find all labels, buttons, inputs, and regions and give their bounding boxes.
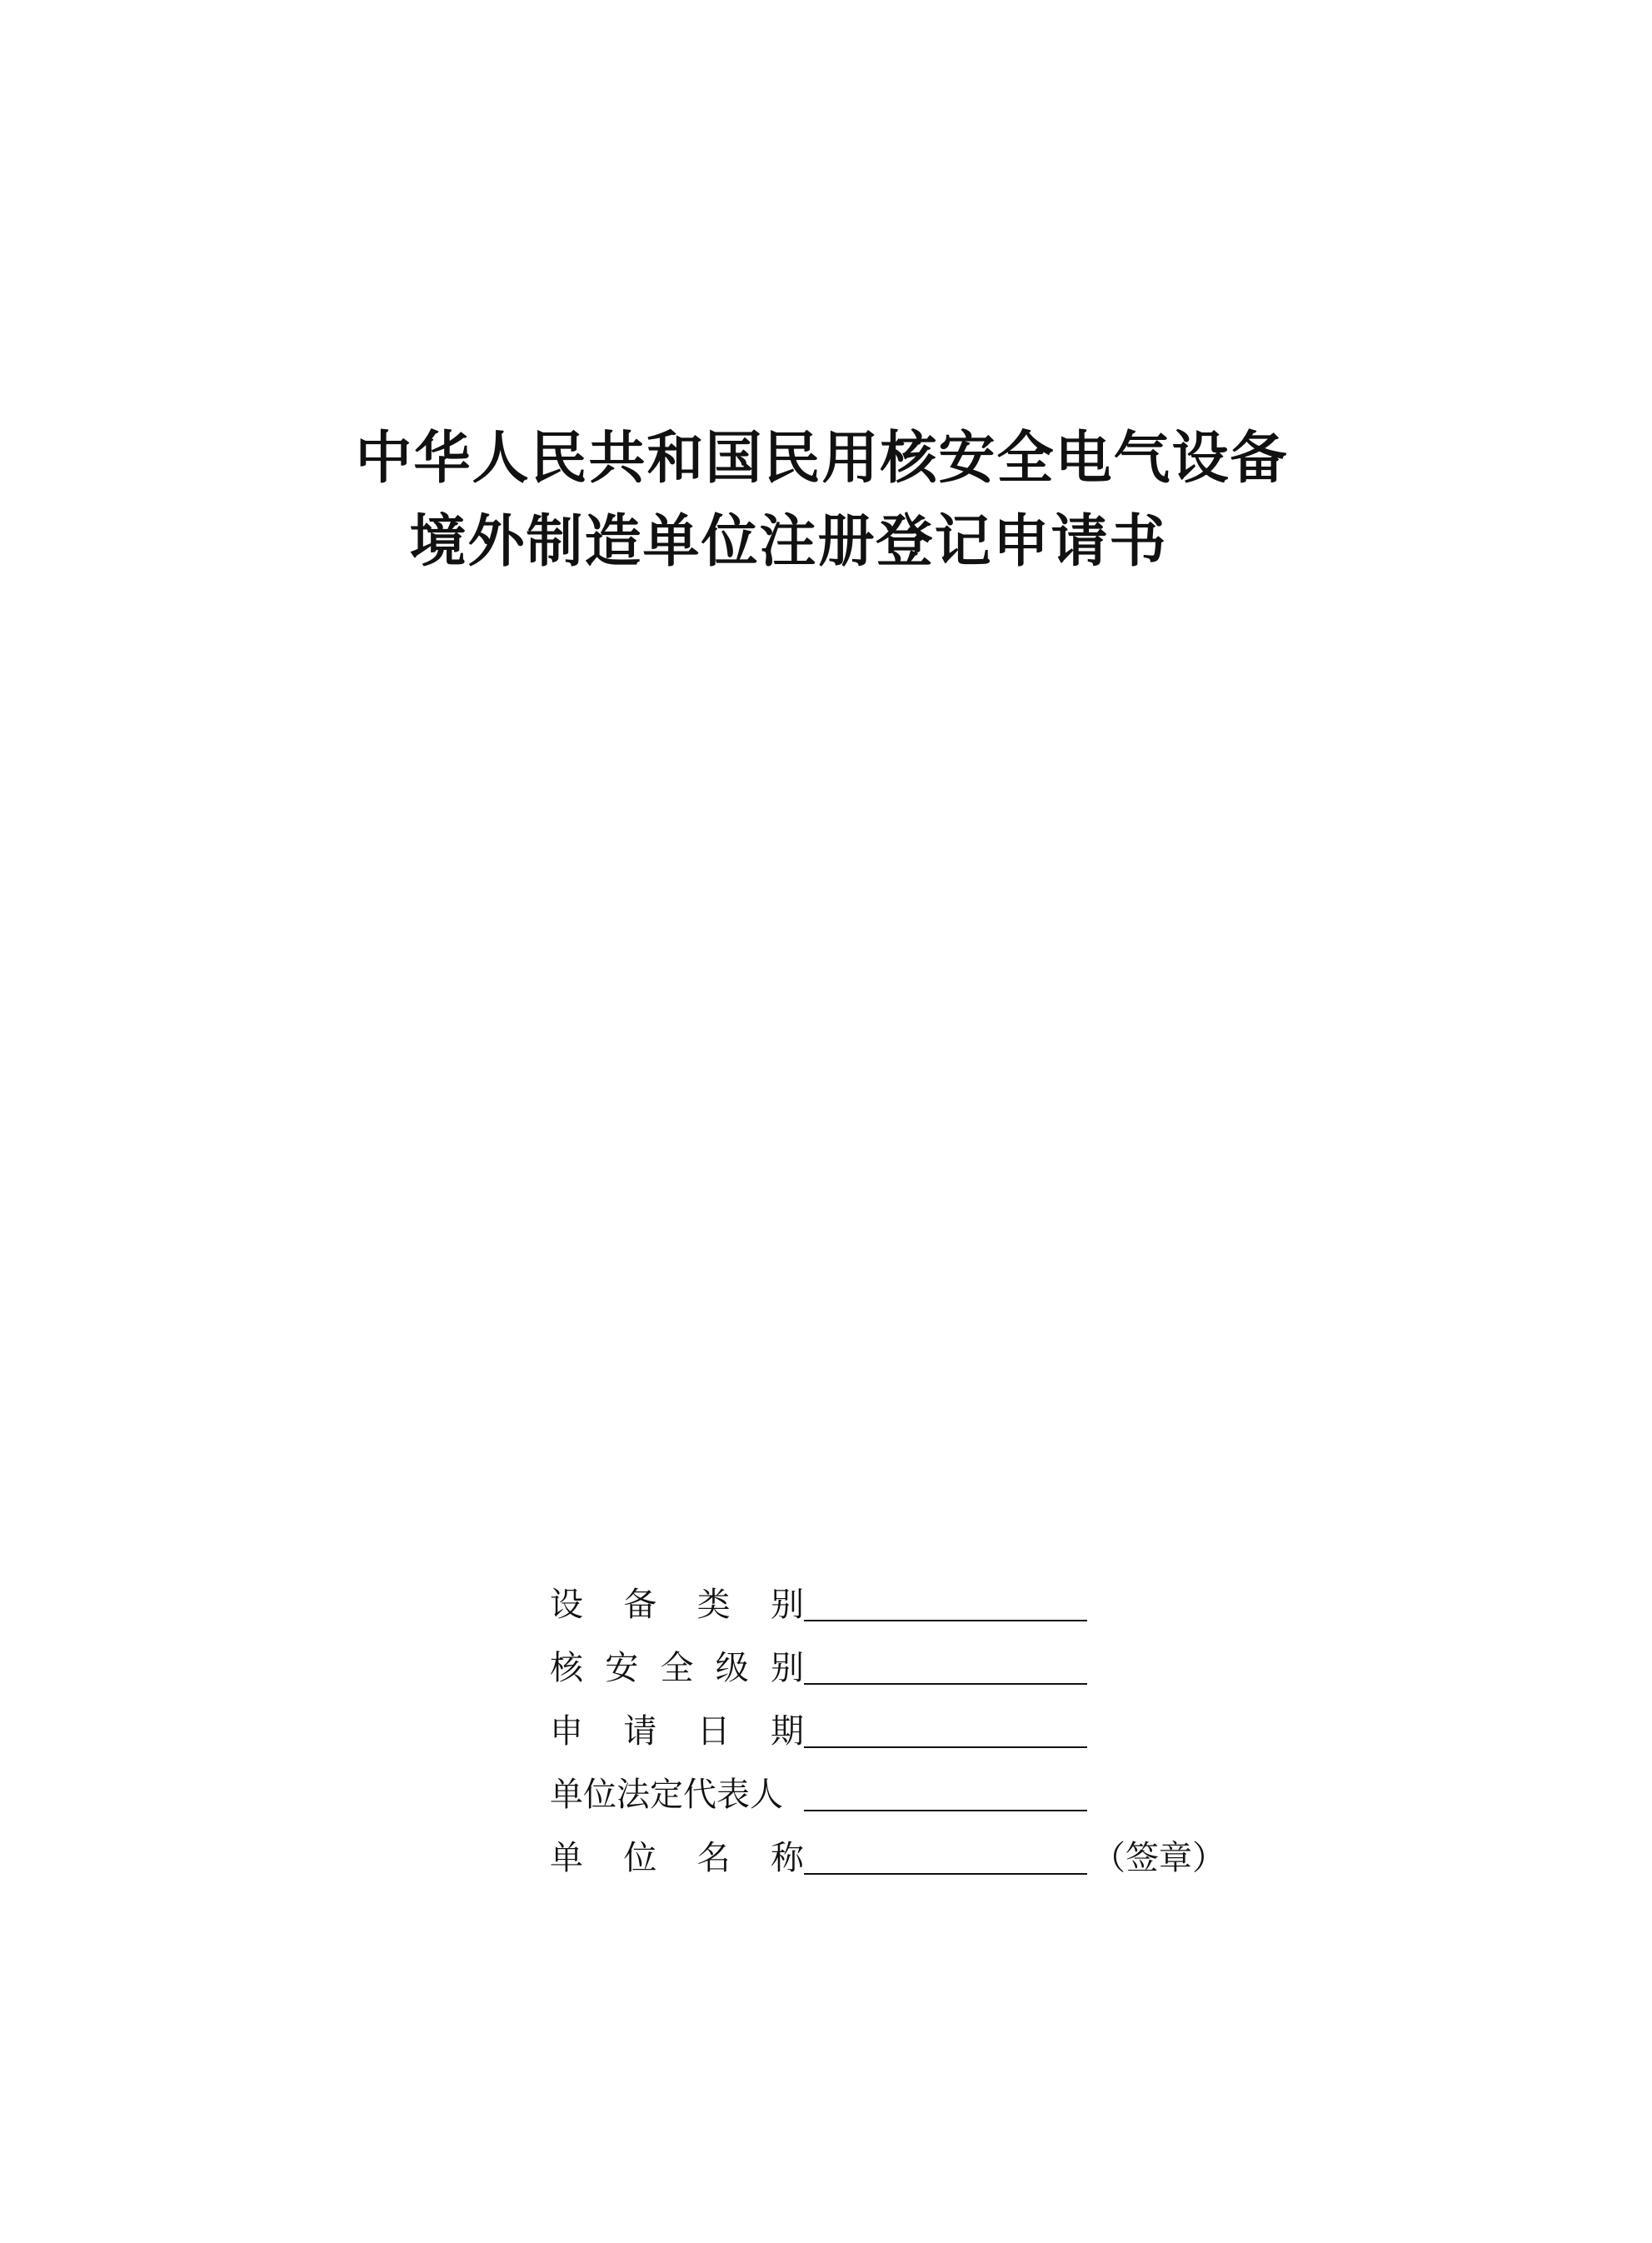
title-line-1: 中华人民共和国民用核安全电气设备 (355, 425, 1289, 492)
safety-class-label: 核 安 全 级 别 (550, 1649, 804, 1687)
legal-representative-label: 单位法定代表人 (550, 1776, 783, 1814)
safety-class-field[interactable] (804, 1683, 1087, 1685)
legal-representative-field[interactable] (804, 1810, 1087, 1811)
application-date-label: 申 请 日 期 (550, 1712, 804, 1751)
signature-seal-note: （签章） (1092, 1839, 1225, 1877)
unit-name-label: 单 位 名 称 (550, 1839, 804, 1877)
application-date-field[interactable] (804, 1746, 1087, 1748)
equipment-category-label: 设 备 类 别 (550, 1586, 804, 1624)
unit-name-row (550, 1820, 1300, 1878)
legal-representative-row (550, 1756, 1300, 1815)
title-line-2: 境外制造单位注册登记申请书 (409, 508, 1168, 575)
equipment-category-row (550, 1566, 1300, 1625)
application-date-row (550, 1693, 1300, 1751)
document-title (0, 417, 1652, 583)
application-form (550, 1566, 1300, 1883)
unit-name-field[interactable] (804, 1873, 1087, 1875)
safety-class-row (550, 1630, 1300, 1688)
equipment-category-field[interactable] (804, 1620, 1087, 1621)
